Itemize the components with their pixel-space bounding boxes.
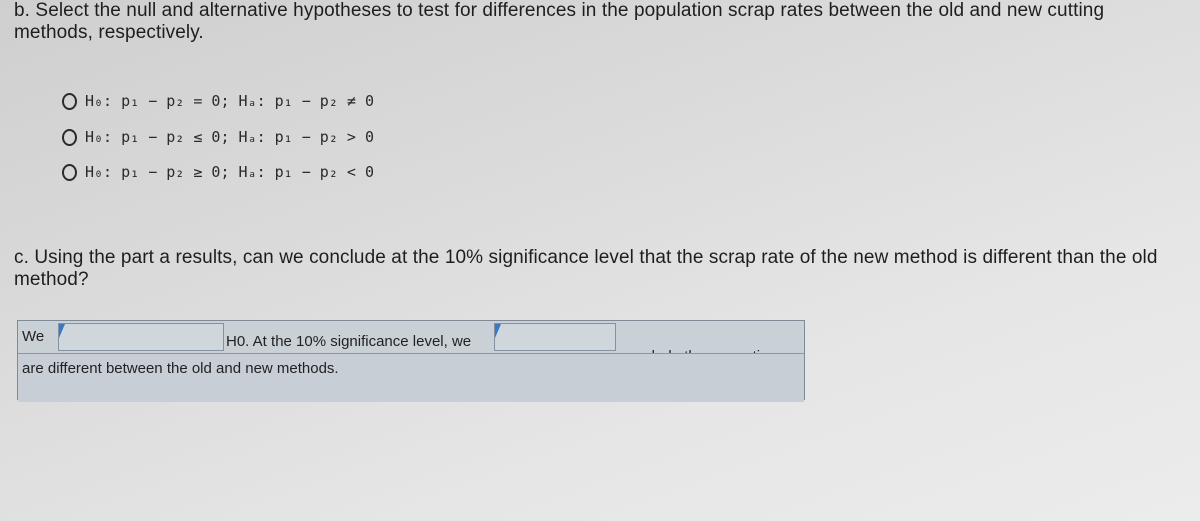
question-b-text: b. Select the null and alternative hypotheses to test for differences in the population scrap rates between the old and new cutting methods, respectively. [14, 0, 1105, 43]
conclude-dropdown[interactable] [494, 323, 616, 351]
radio-button[interactable] [62, 93, 77, 110]
answer-box [17, 320, 805, 400]
radio-button[interactable] [62, 164, 77, 181]
answer-row-1 [18, 321, 804, 353]
hypothesis-label: H₀: p₁ − p₂ ≤ 0; Hₐ: p₁ − p₂ > 0 [85, 128, 374, 146]
radio-button[interactable] [62, 129, 77, 146]
reject-dropdown[interactable] [58, 323, 224, 351]
answer-row-2 [18, 353, 804, 402]
answer-line-2: are different between the old and new methods. [22, 360, 339, 377]
hypothesis-label: H₀: p₁ − p₂ = 0; Hₐ: p₁ − p₂ ≠ 0 [85, 92, 374, 110]
answer-middle: H0. At the 10% significance level, we [226, 333, 472, 350]
answer-prefix: We [22, 328, 45, 345]
hypothesis-option-2[interactable] [62, 124, 374, 150]
dropdown-indicator-icon [59, 324, 65, 338]
hypothesis-option-3[interactable] [62, 159, 374, 185]
hypothesis-option-1[interactable] [62, 88, 374, 114]
dropdown-indicator-icon [495, 324, 501, 338]
question-c-text: c. Using the part a results, can we conclude at the 10% significance level that the scrap rate of the new method is different than the old method? [14, 247, 1158, 290]
hypothesis-label: H₀: p₁ − p₂ ≥ 0; Hₐ: p₁ − p₂ < 0 [85, 163, 374, 181]
